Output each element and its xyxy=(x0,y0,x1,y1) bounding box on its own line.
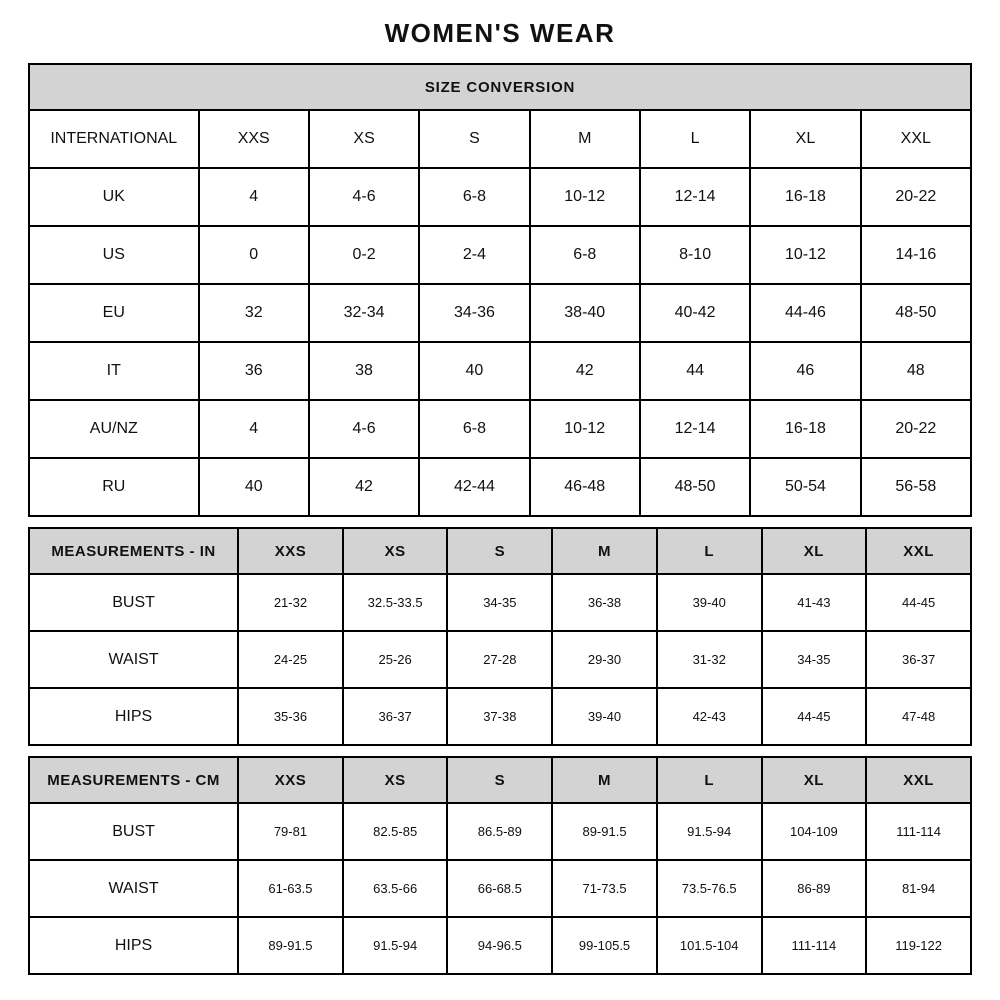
value-cell: 42-44 xyxy=(419,458,529,516)
row-label: WAIST xyxy=(29,631,238,688)
value-cell: 6-8 xyxy=(419,168,529,226)
table-row xyxy=(29,631,971,688)
column-header: XS xyxy=(343,757,448,803)
value-cell: 73.5-76.5 xyxy=(657,860,762,917)
value-cell: 27-28 xyxy=(447,631,552,688)
value-cell: 10-12 xyxy=(750,226,860,284)
value-cell: 39-40 xyxy=(657,574,762,631)
table-row xyxy=(29,168,971,226)
table-row xyxy=(29,574,971,631)
column-header: XS xyxy=(343,528,448,574)
value-cell: 31-32 xyxy=(657,631,762,688)
value-cell: 44-45 xyxy=(762,688,867,745)
value-cell: 34-35 xyxy=(447,574,552,631)
value-cell: 32.5-33.5 xyxy=(343,574,448,631)
size_conversion-title: SIZE CONVERSION xyxy=(29,64,971,110)
measurements-cm-table xyxy=(28,756,972,975)
value-cell: 44-46 xyxy=(750,284,860,342)
value-cell: 63.5-66 xyxy=(343,860,448,917)
row-label: IT xyxy=(29,342,199,400)
row-label: AU/NZ xyxy=(29,400,199,458)
value-cell: 119-122 xyxy=(866,917,971,974)
value-cell: 44 xyxy=(640,342,750,400)
row-label: BUST xyxy=(29,574,238,631)
value-cell: 36-37 xyxy=(343,688,448,745)
value-cell: L xyxy=(640,110,750,168)
value-cell: 111-114 xyxy=(866,803,971,860)
value-cell: 86.5-89 xyxy=(447,803,552,860)
table-row xyxy=(29,860,971,917)
column-header: L xyxy=(657,528,762,574)
value-cell: 32 xyxy=(199,284,309,342)
value-cell: 94-96.5 xyxy=(447,917,552,974)
measurements_in-title: MEASUREMENTS - IN xyxy=(29,528,238,574)
value-cell: 16-18 xyxy=(750,400,860,458)
value-cell: 89-91.5 xyxy=(238,917,343,974)
value-cell: 14-16 xyxy=(861,226,971,284)
value-cell: 0-2 xyxy=(309,226,419,284)
table-row xyxy=(29,917,971,974)
value-cell: 12-14 xyxy=(640,168,750,226)
value-cell: 29-30 xyxy=(552,631,657,688)
column-header: XXS xyxy=(238,528,343,574)
value-cell: 66-68.5 xyxy=(447,860,552,917)
value-cell: 48-50 xyxy=(861,284,971,342)
value-cell: 36 xyxy=(199,342,309,400)
value-cell: 6-8 xyxy=(419,400,529,458)
value-cell: 8-10 xyxy=(640,226,750,284)
column-header: XXL xyxy=(866,528,971,574)
value-cell: 20-22 xyxy=(861,168,971,226)
value-cell: 104-109 xyxy=(762,803,867,860)
value-cell: 40 xyxy=(199,458,309,516)
table-row xyxy=(29,110,971,168)
column-header: L xyxy=(657,757,762,803)
value-cell: 2-4 xyxy=(419,226,529,284)
value-cell: 39-40 xyxy=(552,688,657,745)
value-cell: 46-48 xyxy=(530,458,640,516)
row-label: WAIST xyxy=(29,860,238,917)
value-cell: 36-37 xyxy=(866,631,971,688)
value-cell: 40 xyxy=(419,342,529,400)
value-cell: XXL xyxy=(861,110,971,168)
value-cell: 41-43 xyxy=(762,574,867,631)
value-cell: 86-89 xyxy=(762,860,867,917)
value-cell: 111-114 xyxy=(762,917,867,974)
measurements_cm-title: MEASUREMENTS - CM xyxy=(29,757,238,803)
value-cell: 50-54 xyxy=(750,458,860,516)
value-cell: 4 xyxy=(199,168,309,226)
value-cell: 91.5-94 xyxy=(657,803,762,860)
value-cell: 25-26 xyxy=(343,631,448,688)
column-header: XXS xyxy=(238,757,343,803)
value-cell: 0 xyxy=(199,226,309,284)
value-cell: 42-43 xyxy=(657,688,762,745)
column-header: S xyxy=(447,757,552,803)
column-header: S xyxy=(447,528,552,574)
value-cell: 4 xyxy=(199,400,309,458)
row-label: HIPS xyxy=(29,688,238,745)
value-cell: 44-45 xyxy=(866,574,971,631)
table-row xyxy=(29,342,971,400)
row-label: INTERNATIONAL xyxy=(29,110,199,168)
page-title: WOMEN'S WEAR xyxy=(384,18,616,48)
value-cell: 56-58 xyxy=(861,458,971,516)
value-cell: 81-94 xyxy=(866,860,971,917)
value-cell: XS xyxy=(309,110,419,168)
value-cell: 89-91.5 xyxy=(552,803,657,860)
value-cell: 36-38 xyxy=(552,574,657,631)
value-cell: XXS xyxy=(199,110,309,168)
value-cell: 24-25 xyxy=(238,631,343,688)
value-cell: 101.5-104 xyxy=(657,917,762,974)
column-header-row xyxy=(29,528,971,574)
row-label: RU xyxy=(29,458,199,516)
value-cell: 34-36 xyxy=(419,284,529,342)
table-row xyxy=(29,400,971,458)
measurements-in-table xyxy=(28,527,972,746)
value-cell: 82.5-85 xyxy=(343,803,448,860)
value-cell: 10-12 xyxy=(530,168,640,226)
value-cell: 4-6 xyxy=(309,168,419,226)
value-cell: 38-40 xyxy=(530,284,640,342)
table-row xyxy=(29,803,971,860)
table-row xyxy=(29,688,971,745)
value-cell: 37-38 xyxy=(447,688,552,745)
table-row xyxy=(29,226,971,284)
column-header: XL xyxy=(762,757,867,803)
value-cell: 21-32 xyxy=(238,574,343,631)
value-cell: 6-8 xyxy=(530,226,640,284)
table-row xyxy=(29,458,971,516)
value-cell: 34-35 xyxy=(762,631,867,688)
value-cell: 47-48 xyxy=(866,688,971,745)
value-cell: 71-73.5 xyxy=(552,860,657,917)
value-cell: 32-34 xyxy=(309,284,419,342)
value-cell: 10-12 xyxy=(530,400,640,458)
value-cell: 38 xyxy=(309,342,419,400)
value-cell: 42 xyxy=(530,342,640,400)
value-cell: 16-18 xyxy=(750,168,860,226)
value-cell: 46 xyxy=(750,342,860,400)
size-conversion-table xyxy=(28,63,972,517)
column-header: M xyxy=(552,757,657,803)
column-header: XL xyxy=(762,528,867,574)
column-header: M xyxy=(552,528,657,574)
value-cell: S xyxy=(419,110,529,168)
value-cell: 48 xyxy=(861,342,971,400)
row-label: EU xyxy=(29,284,199,342)
value-cell: 91.5-94 xyxy=(343,917,448,974)
column-header-row xyxy=(29,757,971,803)
value-cell: 40-42 xyxy=(640,284,750,342)
value-cell: XL xyxy=(750,110,860,168)
value-cell: 12-14 xyxy=(640,400,750,458)
value-cell: 61-63.5 xyxy=(238,860,343,917)
row-label: BUST xyxy=(29,803,238,860)
column-header: XXL xyxy=(866,757,971,803)
row-label: HIPS xyxy=(29,917,238,974)
row-label: UK xyxy=(29,168,199,226)
value-cell: 35-36 xyxy=(238,688,343,745)
value-cell: 4-6 xyxy=(309,400,419,458)
value-cell: 20-22 xyxy=(861,400,971,458)
value-cell: 48-50 xyxy=(640,458,750,516)
value-cell: M xyxy=(530,110,640,168)
table-title-row xyxy=(29,64,971,110)
row-label: US xyxy=(29,226,199,284)
value-cell: 99-105.5 xyxy=(552,917,657,974)
table-row xyxy=(29,284,971,342)
value-cell: 79-81 xyxy=(238,803,343,860)
value-cell: 42 xyxy=(309,458,419,516)
